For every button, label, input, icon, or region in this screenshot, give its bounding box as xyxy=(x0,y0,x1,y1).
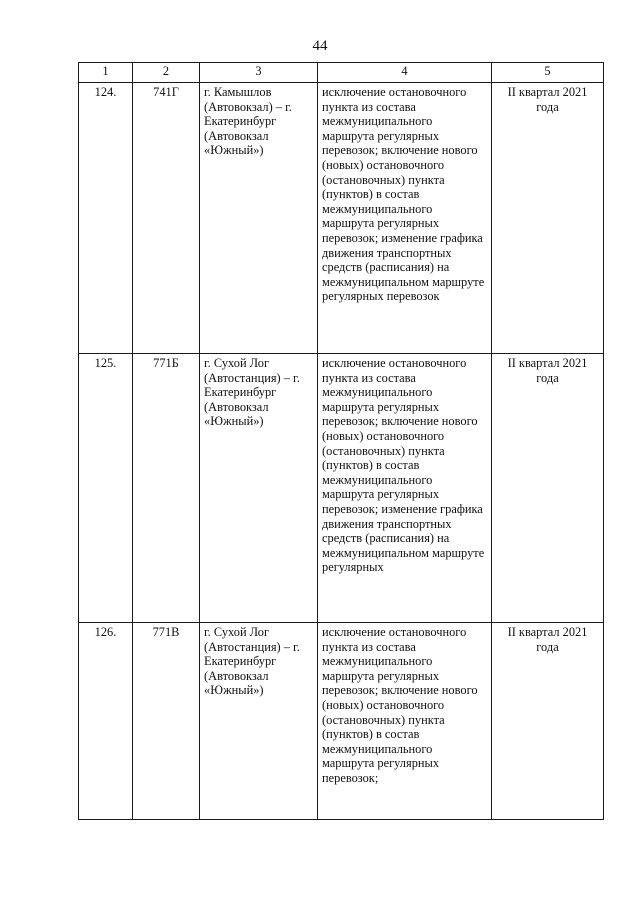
route-name-cell: г. Сухой Лог (Автостанция) – г. Екатеринбург (Автовокзал «Южный») xyxy=(200,354,318,623)
period-cell: II квартал 2021 года xyxy=(492,83,604,354)
period-cell: II квартал 2021 года xyxy=(492,354,604,623)
change-description-cell: исключение остановочного пункта из состава межмуниципального маршрута регулярных перевозок; включение нового (новых) остановочного (остановочных) пункта (пунктов) в состав межмуниципального маршрута регулярных перевозок; xyxy=(318,623,492,820)
route-number-cell: 771В xyxy=(133,623,200,820)
row-number-cell: 126. xyxy=(79,623,133,820)
row-number-cell: 124. xyxy=(79,83,133,354)
row-number-cell: 125. xyxy=(79,354,133,623)
header-col-3: 3 xyxy=(200,63,318,83)
table-row xyxy=(79,83,604,354)
table-row xyxy=(79,354,604,623)
table-header-row xyxy=(79,63,604,83)
change-description-cell: исключение остановочного пункта из состава межмуниципального маршрута регулярных перевозок; включение нового (новых) остановочного (остановочных) пункта (пунктов) в состав межмуниципального маршрута регулярных перевозок; изменение графика движения транспортных средств (расписания) на межмуниципальном маршруте регулярных xyxy=(318,354,492,623)
route-number-cell: 741Г xyxy=(133,83,200,354)
header-col-1: 1 xyxy=(79,63,133,83)
routes-table xyxy=(78,62,604,820)
route-name-cell: г. Камышлов (Автовокзал) – г. Екатеринбург (Автовокзал «Южный») xyxy=(200,83,318,354)
header-col-5: 5 xyxy=(492,63,604,83)
header-col-2: 2 xyxy=(133,63,200,83)
change-description-cell: исключение остановочного пункта из состава межмуниципального маршрута регулярных перевозок; включение нового (новых) остановочного (остановочных) пункта (пунктов) в состав межмуниципального маршрута регулярных перевозок; изменение графика движения транспортных средств (расписания) на межмуниципальном маршруте регулярных перевозок xyxy=(318,83,492,354)
table-row xyxy=(79,623,604,820)
route-name-cell: г. Сухой Лог (Автостанция) – г. Екатеринбург (Автовокзал «Южный») xyxy=(200,623,318,820)
page-number: 44 xyxy=(312,38,328,54)
route-number-cell: 771Б xyxy=(133,354,200,623)
period-cell: II квартал 2021 года xyxy=(492,623,604,820)
header-col-4: 4 xyxy=(318,63,492,83)
